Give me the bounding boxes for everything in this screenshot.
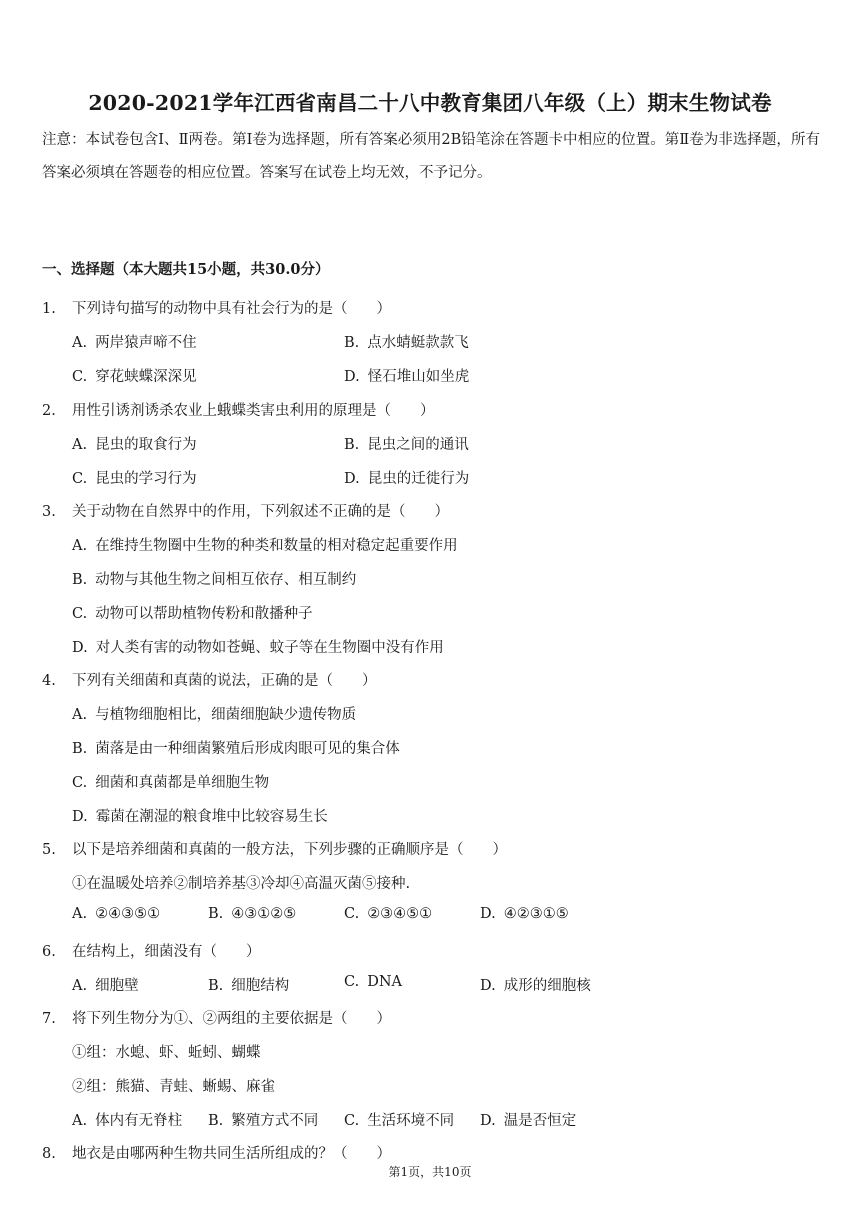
- option-d: [480, 1109, 576, 1130]
- option-label: A.: [72, 437, 88, 453]
- question-number: 1.: [42, 301, 56, 317]
- option-text: 繁殖方式不同: [231, 1113, 319, 1129]
- option-d: [480, 906, 569, 922]
- question-number: 5.: [42, 842, 56, 858]
- option-label: A.: [72, 1113, 88, 1129]
- option-c: [344, 1109, 454, 1130]
- option-label: B.: [208, 906, 224, 922]
- question-stem: 下列诗句描写的动物中具有社会行为的是（ ）: [72, 301, 391, 317]
- option-label: B.: [72, 572, 88, 588]
- option-a: [72, 433, 197, 454]
- option-d: [72, 636, 444, 657]
- option-b: [344, 331, 469, 352]
- option-label: C.: [72, 471, 88, 487]
- section-heading: 一、选择题（本大题共15小题，共30.0分）: [42, 261, 330, 278]
- option-a: [72, 906, 160, 922]
- option-a: [72, 974, 139, 995]
- option-text: 温是否恒定: [503, 1113, 577, 1129]
- question-stem: 地衣是由哪两种生物共同生活所组成的？（ ）: [72, 1146, 391, 1162]
- question-stem: 将下列生物分为①、②两组的主要依据是（ ）: [72, 1011, 391, 1027]
- option-label: C.: [72, 775, 88, 791]
- option-label: B.: [208, 1113, 224, 1129]
- option-c: [344, 906, 432, 922]
- option-text: 生活环境不同: [367, 1113, 455, 1129]
- question-6: [42, 940, 822, 961]
- option-label: B.: [344, 437, 360, 453]
- option-b: [208, 1109, 318, 1130]
- option-text: 昆虫的学习行为: [95, 471, 197, 487]
- option-text: 昆虫的取食行为: [95, 437, 197, 453]
- option-label: D.: [72, 640, 88, 656]
- option-label: D.: [344, 471, 360, 487]
- option-d: [480, 974, 591, 995]
- question-number: 8.: [42, 1146, 56, 1162]
- option-text: 菌落是由一种细菌繁殖后形成肉眼可见的集合体: [95, 741, 400, 757]
- option-text: 霉菌在潮湿的粮食堆中比较容易生长: [95, 809, 328, 825]
- option-label: C.: [344, 1113, 360, 1129]
- question-7: [42, 1007, 822, 1028]
- option-d: [344, 467, 469, 488]
- question-stem: 以下是培养细菌和真菌的一般方法，下列步骤的正确顺序是（ ）: [72, 842, 507, 858]
- option-text: ②③④⑤①: [367, 906, 433, 922]
- option-text: 怪石堆山如坐虎: [367, 369, 470, 385]
- option-label: C.: [72, 369, 88, 385]
- option-a: [72, 703, 356, 724]
- option-c: [72, 467, 197, 488]
- question-4: [42, 669, 822, 690]
- option-text: 细胞壁: [95, 978, 139, 994]
- option-text: 动物与其他生物之间相互依存、相互制约: [95, 572, 357, 588]
- option-text: ②④③⑤①: [95, 906, 161, 922]
- option-c: [72, 602, 313, 623]
- question-number: 3.: [42, 504, 56, 520]
- question-1: [42, 297, 822, 318]
- option-text: 在维持生物圈中生物的种类和数量的相对稳定起重要作用: [95, 538, 458, 554]
- option-b: [208, 906, 296, 922]
- option-d: [344, 365, 469, 386]
- option-label: C.: [344, 906, 360, 922]
- option-text: 成形的细胞核: [503, 978, 591, 994]
- question-stem: 下列有关细菌和真菌的说法，正确的是（ ）: [72, 673, 377, 689]
- option-label: A.: [72, 978, 88, 994]
- option-label: D.: [480, 1113, 496, 1129]
- option-label: B.: [344, 335, 360, 351]
- option-b: [344, 433, 469, 454]
- question-extra-line: ①组：水螅、虾、蚯蚓、蝴蝶: [72, 1045, 261, 1061]
- option-text: ④②③①⑤: [503, 906, 569, 922]
- option-label: D.: [480, 978, 496, 994]
- option-text: 细菌和真菌都是单细胞生物: [95, 775, 270, 791]
- page-footer: 第1页，共10页: [388, 1165, 472, 1179]
- option-text: 昆虫之间的通讯: [367, 437, 469, 453]
- option-text: 动物可以帮助植物传粉和散播种子: [95, 606, 313, 622]
- option-a: [72, 534, 458, 555]
- option-text: 穿花蛱蝶深深见: [95, 369, 197, 385]
- option-a: [72, 1109, 182, 1130]
- question-8: [42, 1142, 822, 1163]
- option-text: DNA: [367, 974, 402, 990]
- question-number: 2.: [42, 403, 56, 419]
- option-a: [72, 331, 197, 352]
- option-c: [344, 974, 402, 990]
- option-label: A.: [72, 906, 88, 922]
- option-text: ④③①②⑤: [231, 906, 297, 922]
- option-label: B.: [208, 978, 224, 994]
- option-text: 昆虫的迁徙行为: [367, 471, 470, 487]
- option-label: A.: [72, 335, 88, 351]
- option-b: [72, 737, 400, 758]
- question-extra-line: ②组：熊猫、青蛙、蜥蜴、麻雀: [72, 1079, 275, 1095]
- question-stem: 在结构上，细菌没有（ ）: [72, 944, 261, 960]
- option-text: 细胞结构: [231, 978, 290, 994]
- question-number: 6.: [42, 944, 56, 960]
- question-extra-line: ①在温暖处培养②制培养基③冷却④高温灭菌⑤接种.: [72, 876, 411, 892]
- question-number: 4.: [42, 673, 56, 689]
- exam-title: 2020-2021学年江西省南昌二十八中教育集团八年级（上）期末生物试卷: [88, 91, 772, 115]
- option-text: 对人类有害的动物如苍蝇、蚊子等在生物圈中没有作用: [95, 640, 444, 656]
- option-c: [72, 771, 269, 792]
- question-stem: 关于动物在自然界中的作用，下列叙述不正确的是（ ）: [72, 504, 449, 520]
- option-label: B.: [72, 741, 88, 757]
- question-number: 7.: [42, 1011, 56, 1027]
- option-label: A.: [72, 707, 88, 723]
- option-label: D.: [344, 369, 360, 385]
- option-label: C.: [344, 974, 360, 990]
- option-d: [72, 805, 328, 826]
- option-b: [72, 568, 356, 589]
- option-c: [72, 365, 197, 386]
- option-text: 点水蜻蜓款款飞: [367, 335, 469, 351]
- question-5: [42, 838, 822, 859]
- option-b: [208, 974, 289, 995]
- question-stem: 用性引诱剂诱杀农业上蛾蝶类害虫利用的原理是（ ）: [72, 403, 435, 419]
- exam-notice: 注意：本试卷包含Ⅰ、Ⅱ两卷。第Ⅰ卷为选择题，所有答案必须用2B铅笔涂在答题卡中相应的位置。第Ⅱ卷为非选择题，所有答案必须填在答题卷的相应位置。答案写在试卷上均无效，不予记分。: [42, 132, 820, 181]
- option-label: D.: [480, 906, 496, 922]
- option-label: D.: [72, 809, 88, 825]
- option-text: 两岸猿声啼不住: [95, 335, 197, 351]
- question-2: [42, 399, 822, 420]
- option-text: 体内有无脊柱: [95, 1113, 183, 1129]
- option-label: C.: [72, 606, 88, 622]
- option-text: 与植物细胞相比，细菌细胞缺少遗传物质: [95, 707, 357, 723]
- question-3: [42, 500, 822, 521]
- option-label: A.: [72, 538, 88, 554]
